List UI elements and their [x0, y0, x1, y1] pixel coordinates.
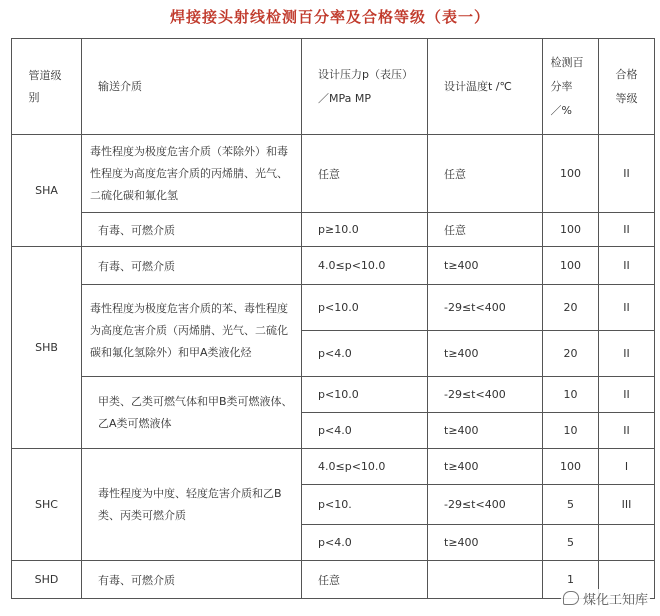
medium-cell: 有毒、可燃介质: [82, 247, 302, 285]
table-row: [12, 247, 655, 285]
header-medium: 输送介质: [82, 39, 302, 135]
level-cell: SHA: [12, 135, 82, 247]
pressure-cell: 4.0≤p<10.0: [302, 449, 428, 485]
temperature-cell: -29≤t<400: [428, 485, 543, 525]
pressure-cell: p<4.0: [302, 413, 428, 449]
medium-cell: 毒性程度为极度危害介质（苯除外）和毒性程度为高度危害介质的丙烯腈、光气、二硫化碳和氟化氢: [82, 135, 302, 213]
grade-cell: II: [599, 247, 655, 285]
medium-cell: 有毒、可燃介质: [82, 213, 302, 247]
pressure-cell: p<10.: [302, 485, 428, 525]
pressure-cell: 任意: [302, 561, 428, 599]
table-row: [12, 285, 655, 331]
temperature-cell: 任意: [428, 213, 543, 247]
grade-cell: II: [599, 213, 655, 247]
watermark-text: 煤化工知库: [582, 593, 648, 608]
grade-cell: III: [599, 485, 655, 525]
rate-cell: 20: [543, 331, 599, 377]
grade-cell: [599, 525, 655, 561]
pressure-cell: p≥10.0: [302, 213, 428, 247]
table-row: [12, 135, 655, 213]
level-cell: SHD: [12, 561, 82, 599]
rate-cell: 5: [543, 485, 599, 525]
rate-cell: 100: [543, 247, 599, 285]
header-pressure: 设计压力p（表压）／MPa MP: [302, 39, 428, 135]
rate-cell: 20: [543, 285, 599, 331]
watermark: [561, 589, 650, 608]
temperature-cell: t≥400: [428, 413, 543, 449]
header-temperature: 设计温度t /℃: [428, 39, 543, 135]
rate-cell: 5: [543, 525, 599, 561]
temperature-cell: -29≤t<400: [428, 377, 543, 413]
medium-cell: 有毒、可燃介质: [82, 561, 302, 599]
header-level: 管道级别: [12, 39, 82, 135]
grade-cell: II: [599, 377, 655, 413]
rate-cell: 100: [543, 449, 599, 485]
temperature-cell: 任意: [428, 135, 543, 213]
table-title: 焊接接头射线检测百分率及合格等级（表一）: [169, 8, 490, 26]
pressure-cell: p<10.0: [302, 285, 428, 331]
chat-bubble-icon: [563, 591, 579, 605]
temperature-cell: t≥400: [428, 449, 543, 485]
grade-cell: I: [599, 449, 655, 485]
grade-cell: II: [599, 331, 655, 377]
rate-cell: 100: [543, 135, 599, 213]
header-grade: 合格等级: [599, 39, 655, 135]
pressure-cell: 任意: [302, 135, 428, 213]
inspection-rate-table: [11, 38, 655, 599]
table-row: [12, 213, 655, 247]
grade-cell: II: [599, 285, 655, 331]
rate-cell: 1: [543, 561, 599, 599]
temperature-cell: -29≤t<400: [428, 285, 543, 331]
rate-cell: 10: [543, 413, 599, 449]
level-cell: SHB: [12, 247, 82, 449]
temperature-cell: [428, 561, 543, 599]
pressure-cell: p<4.0: [302, 331, 428, 377]
table-row: [12, 449, 655, 485]
table-row: [12, 561, 655, 599]
level-cell: SHC: [12, 449, 82, 561]
grade-cell: II: [599, 135, 655, 213]
rate-cell: 100: [543, 213, 599, 247]
table-row: [12, 377, 655, 413]
medium-cell: 毒性程度为极度危害介质的苯、毒性程度为高度危害介质（丙烯腈、光气、二硫化碳和氟化氢除外）和甲A类液化烃: [82, 285, 302, 377]
temperature-cell: t≥400: [428, 247, 543, 285]
pressure-cell: p<4.0: [302, 525, 428, 561]
medium-cell: 甲类、乙类可燃气体和甲B类可燃液体、乙A类可燃液体: [82, 377, 302, 449]
medium-cell: 毒性程度为中度、轻度危害介质和乙B类、丙类可燃介质: [82, 449, 302, 561]
header-rate: 检测百分率／%: [543, 39, 599, 135]
rate-cell: 10: [543, 377, 599, 413]
header-row: [12, 39, 655, 135]
temperature-cell: t≥400: [428, 331, 543, 377]
temperature-cell: t≥400: [428, 525, 543, 561]
pressure-cell: 4.0≤p<10.0: [302, 247, 428, 285]
grade-cell: II: [599, 413, 655, 449]
pressure-cell: p<10.0: [302, 377, 428, 413]
